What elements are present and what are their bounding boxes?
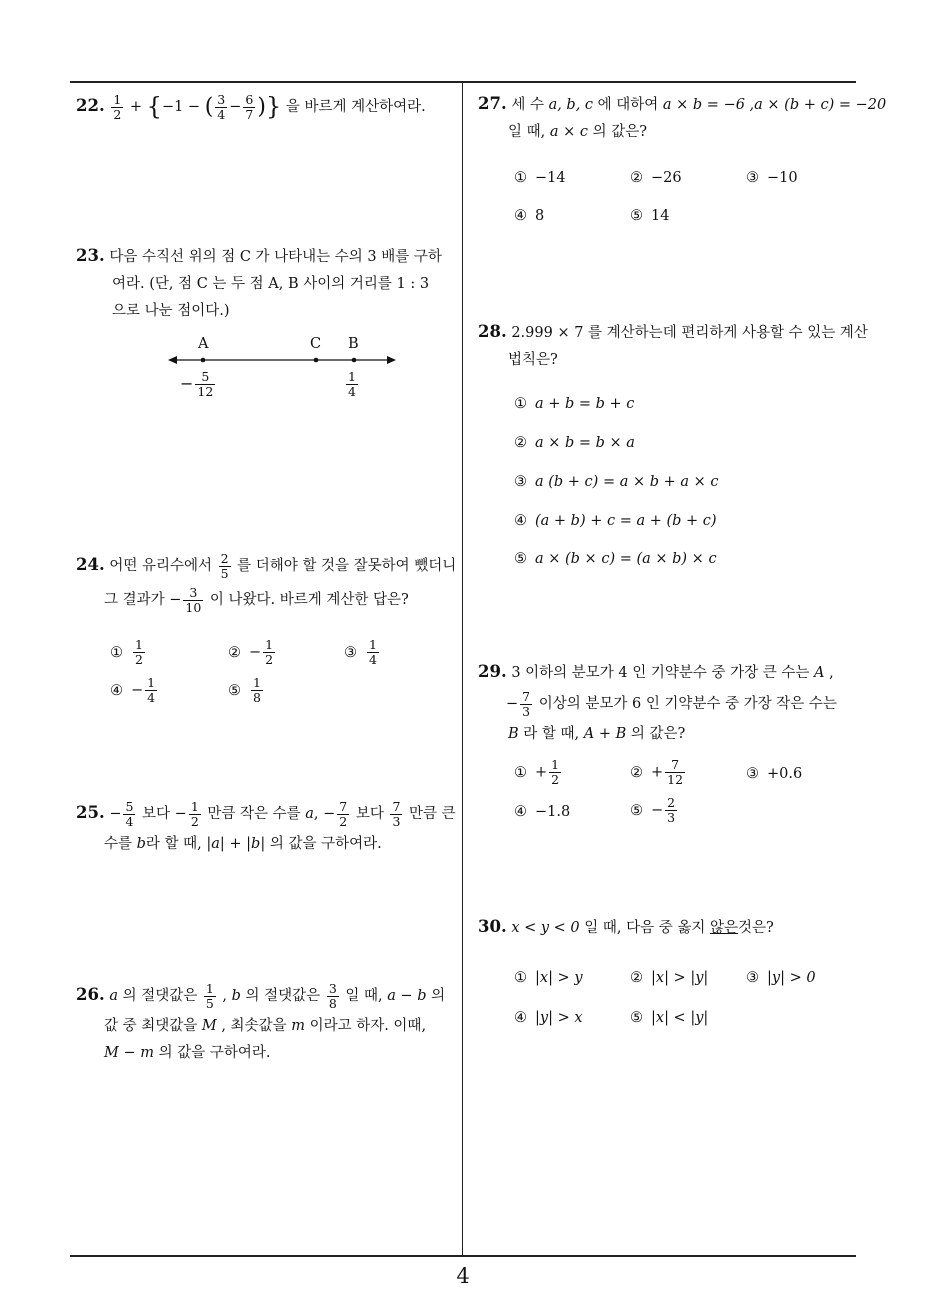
choice-1[interactable]: ① |x| > y	[514, 970, 583, 986]
math-expression: 2.999 × 7	[511, 325, 584, 341]
choice-3[interactable]: ③ +0.6	[746, 766, 803, 782]
label-c: C	[310, 336, 322, 352]
page-number: 4	[456, 1264, 470, 1288]
question-text: 법칙은?	[508, 352, 558, 368]
point-c	[314, 358, 319, 363]
question-text: 만큼 큰	[409, 806, 456, 822]
question-text: 의 값을 구하여라.	[158, 1045, 271, 1061]
question-text: 그 결과가	[104, 592, 165, 608]
question-text: 의 값은?	[630, 726, 686, 742]
question-number: 28.	[478, 322, 507, 341]
choice-3[interactable]: ③ a (b + c) = a × b + a × c	[514, 474, 719, 490]
question-text: 이상의 분모가 6 인 기약분수 중 가장 작은 수는	[538, 696, 837, 712]
choice-5[interactable]: ⑤ 14	[630, 208, 670, 224]
question-number: 24.	[76, 555, 105, 574]
question-text: , 최솟값을	[221, 1018, 287, 1034]
bottom-rule	[70, 1255, 856, 1257]
label-b: B	[348, 336, 359, 352]
question-26: 26. a 의 절댓값은 $\frac{1}{5}$ , b 의 절댓값은 $\frac{3}{8}$ 일 때, a − b 의 값 중 최댓값을 M , 최솟값을 m 이라고 하자. 이때, M − m 의 값을 구하여라.	[76, 980, 446, 1061]
question-text: 으로 나눈 점이다.)	[112, 303, 230, 319]
question-number: 30.	[478, 917, 507, 936]
question-text: 의 값은?	[592, 124, 647, 140]
choice-2[interactable]: ② + $\frac{7}{12}$	[630, 757, 684, 787]
fraction: $\frac{3}{10}$	[185, 584, 202, 615]
fraction: $\frac{1}{5}$	[205, 980, 214, 1011]
question-text: 다음 수직선 위의 점 C 가 나타내는 수의 3 배를 구하	[109, 249, 442, 265]
question-text: 를 더해야 할 것을 잘못하여 뺐더니	[237, 558, 457, 574]
choice-1[interactable]: ① $\frac{1}{2}$	[110, 637, 143, 667]
question-24: 24. 어떤 유리수에서 $\frac{2}{5}$ 를 더해야 할 것을 잘못하여 뺐더니 그 결과가 − $\frac{3}{10}$ 이 나왔다. 바르게 계산한 답은?	[76, 550, 457, 615]
question-number: 27.	[478, 94, 507, 113]
question-text: 일 때,	[508, 124, 546, 140]
math-expression: |a| + |b|	[206, 836, 266, 852]
choice-2[interactable]: ② a × b = b × a	[514, 435, 635, 451]
choice-4[interactable]: ④ |y| > x	[514, 1010, 583, 1026]
question-text: 것은?	[738, 920, 774, 936]
math-expression: a − b	[387, 988, 427, 1004]
choice-2[interactable]: ② |x| > |y|	[630, 970, 709, 986]
label-a: A	[198, 336, 209, 352]
question-text: 의 값을 구하여라.	[269, 836, 382, 852]
question-23	[76, 242, 442, 325]
choice-5[interactable]: ⑤ |x| < |y|	[630, 1010, 709, 1026]
question-text: 이 나왔다. 바르게 계산한 답은?	[209, 592, 409, 608]
choice-3[interactable]: ③ |y| > 0	[746, 970, 816, 986]
fraction: $\frac{1}{2}$	[113, 91, 122, 122]
question-text: 여라. (단, 점 C 는 두 점 A, B 사이의 거리를 1 : 3	[112, 276, 430, 292]
question-28	[478, 318, 868, 374]
question-22	[76, 92, 426, 122]
fraction: $\frac{7}{3}$	[392, 798, 401, 829]
choice-1[interactable]: ① + $\frac{1}{2}$	[514, 757, 560, 787]
question-text: 이라고 하자. 이때,	[309, 1018, 427, 1034]
question-text: 3 이하의 분모가 4 인 기약분수 중 가장 큰 수는	[511, 665, 810, 681]
choice-5[interactable]: ⑤ − $\frac{2}{3}$	[630, 795, 676, 825]
question-text: 값 중 최댓값을	[104, 1018, 198, 1034]
question-text: 세 수	[511, 97, 544, 113]
left-paren: (	[204, 94, 214, 120]
question-text: 일 때, 다음 중 옳지	[584, 920, 706, 936]
right-brace: }	[265, 92, 282, 121]
math-expression: A + B	[583, 726, 627, 742]
question-text: 의 절댓값은	[122, 988, 198, 1004]
math-expression: x < y < 0	[511, 920, 580, 936]
fraction: $\frac{7}{2}$	[339, 798, 348, 829]
question-text: 만큼 작은 수를	[207, 806, 301, 822]
question-30	[478, 913, 774, 942]
question-25: 25. − $\frac{5}{4}$ 보다 − $\frac{1}{2}$ 만큼 작은 수를 a, − $\frac{7}{2}$ 보다 $\frac{7}{3}$ 만큼 큰 수를 b라 할 때, |a| + |b| 의 값을 구하여라.	[76, 798, 456, 852]
fraction: $\frac{7}{3}$	[522, 688, 531, 719]
left-brace: {	[146, 92, 162, 121]
question-text: 수를	[104, 836, 133, 852]
fraction: $\frac{3}{4}$	[217, 91, 226, 122]
question-number: 25.	[76, 803, 105, 822]
question-text: 어떤 유리수에서	[109, 558, 212, 574]
choice-1[interactable]: ① −14	[514, 170, 566, 186]
plus-sign: +	[129, 99, 143, 115]
question-text: 를 계산하는데 편리하게 사용할 수 있는 계산	[588, 325, 868, 341]
question-text: 의 절댓값은	[245, 988, 321, 1004]
choice-5[interactable]: ⑤ a × (b × c) = (a × b) × c	[514, 551, 717, 567]
choice-1[interactable]: ① a + b = b + c	[514, 396, 635, 412]
point-a	[201, 358, 206, 363]
fraction: $\frac{5}{4}$	[125, 798, 134, 829]
choice-2[interactable]: ② −26	[630, 170, 682, 186]
fraction: $\frac{3}{8}$	[328, 980, 337, 1011]
question-27: 27. 세 수 a, b, c 에 대하여 a × b = −6 ,a × (b + c) = −20 일 때, a × c 의 값은?	[478, 94, 887, 140]
choice-4[interactable]: ④ − $\frac{1}{4}$	[110, 675, 156, 705]
top-rule	[70, 81, 856, 83]
question-number: 29.	[478, 662, 507, 681]
question-text: 을 바르게 계산하여라.	[285, 99, 426, 115]
question-text: 의	[431, 988, 446, 1004]
question-29: 29. 3 이하의 분모가 4 인 기약분수 중 가장 큰 수는 A , − $\frac{7}{3}$ 이상의 분모가 6 인 기약분수 중 가장 작은 수는 B 라 할 때, A + B 의 값은?	[478, 662, 837, 742]
choice-4[interactable]: ④ −1.8	[514, 804, 571, 820]
right-paren: )	[257, 94, 266, 120]
math-expression: M − m	[104, 1045, 154, 1061]
fraction: $\frac{2}{5}$	[220, 550, 229, 581]
choice-5[interactable]: ⑤ $\frac{1}{8}$	[228, 675, 261, 705]
question-text: 라 할 때,	[523, 726, 580, 742]
choice-2[interactable]: ② − $\frac{1}{2}$	[228, 637, 274, 667]
number-line	[168, 334, 398, 409]
choice-4[interactable]: ④ (a + b) + c = a + (b + c)	[514, 513, 717, 529]
underlined-word: 않은	[710, 920, 739, 936]
value-a: − $\frac{5}{12}$	[180, 369, 214, 399]
term-text: −1 −	[161, 99, 201, 115]
question-text: 에 대하여	[597, 97, 659, 113]
math-expression: a × b = −6 ,a × (b + c) = −20	[662, 97, 887, 113]
value-b: $\frac{1}{4}$	[348, 369, 356, 399]
choice-3[interactable]: ③ $\frac{1}{4}$	[344, 637, 377, 667]
question-text: 일 때,	[345, 988, 383, 1004]
fraction: $\frac{6}{7}$	[245, 91, 254, 122]
question-number: 22.	[76, 96, 105, 115]
question-number: 23.	[76, 246, 105, 265]
question-text: 라 할 때,	[145, 836, 202, 852]
column-divider	[462, 82, 463, 1256]
question-text: 보다	[142, 806, 171, 822]
choice-3[interactable]: ③ −10	[746, 170, 798, 186]
point-b	[352, 358, 357, 363]
fraction: $\frac{1}{2}$	[190, 798, 199, 829]
minus-sign: −	[229, 99, 242, 115]
question-text: 보다	[355, 806, 384, 822]
question-number: 26.	[76, 985, 105, 1004]
choice-4[interactable]: ④ 8	[514, 208, 545, 224]
